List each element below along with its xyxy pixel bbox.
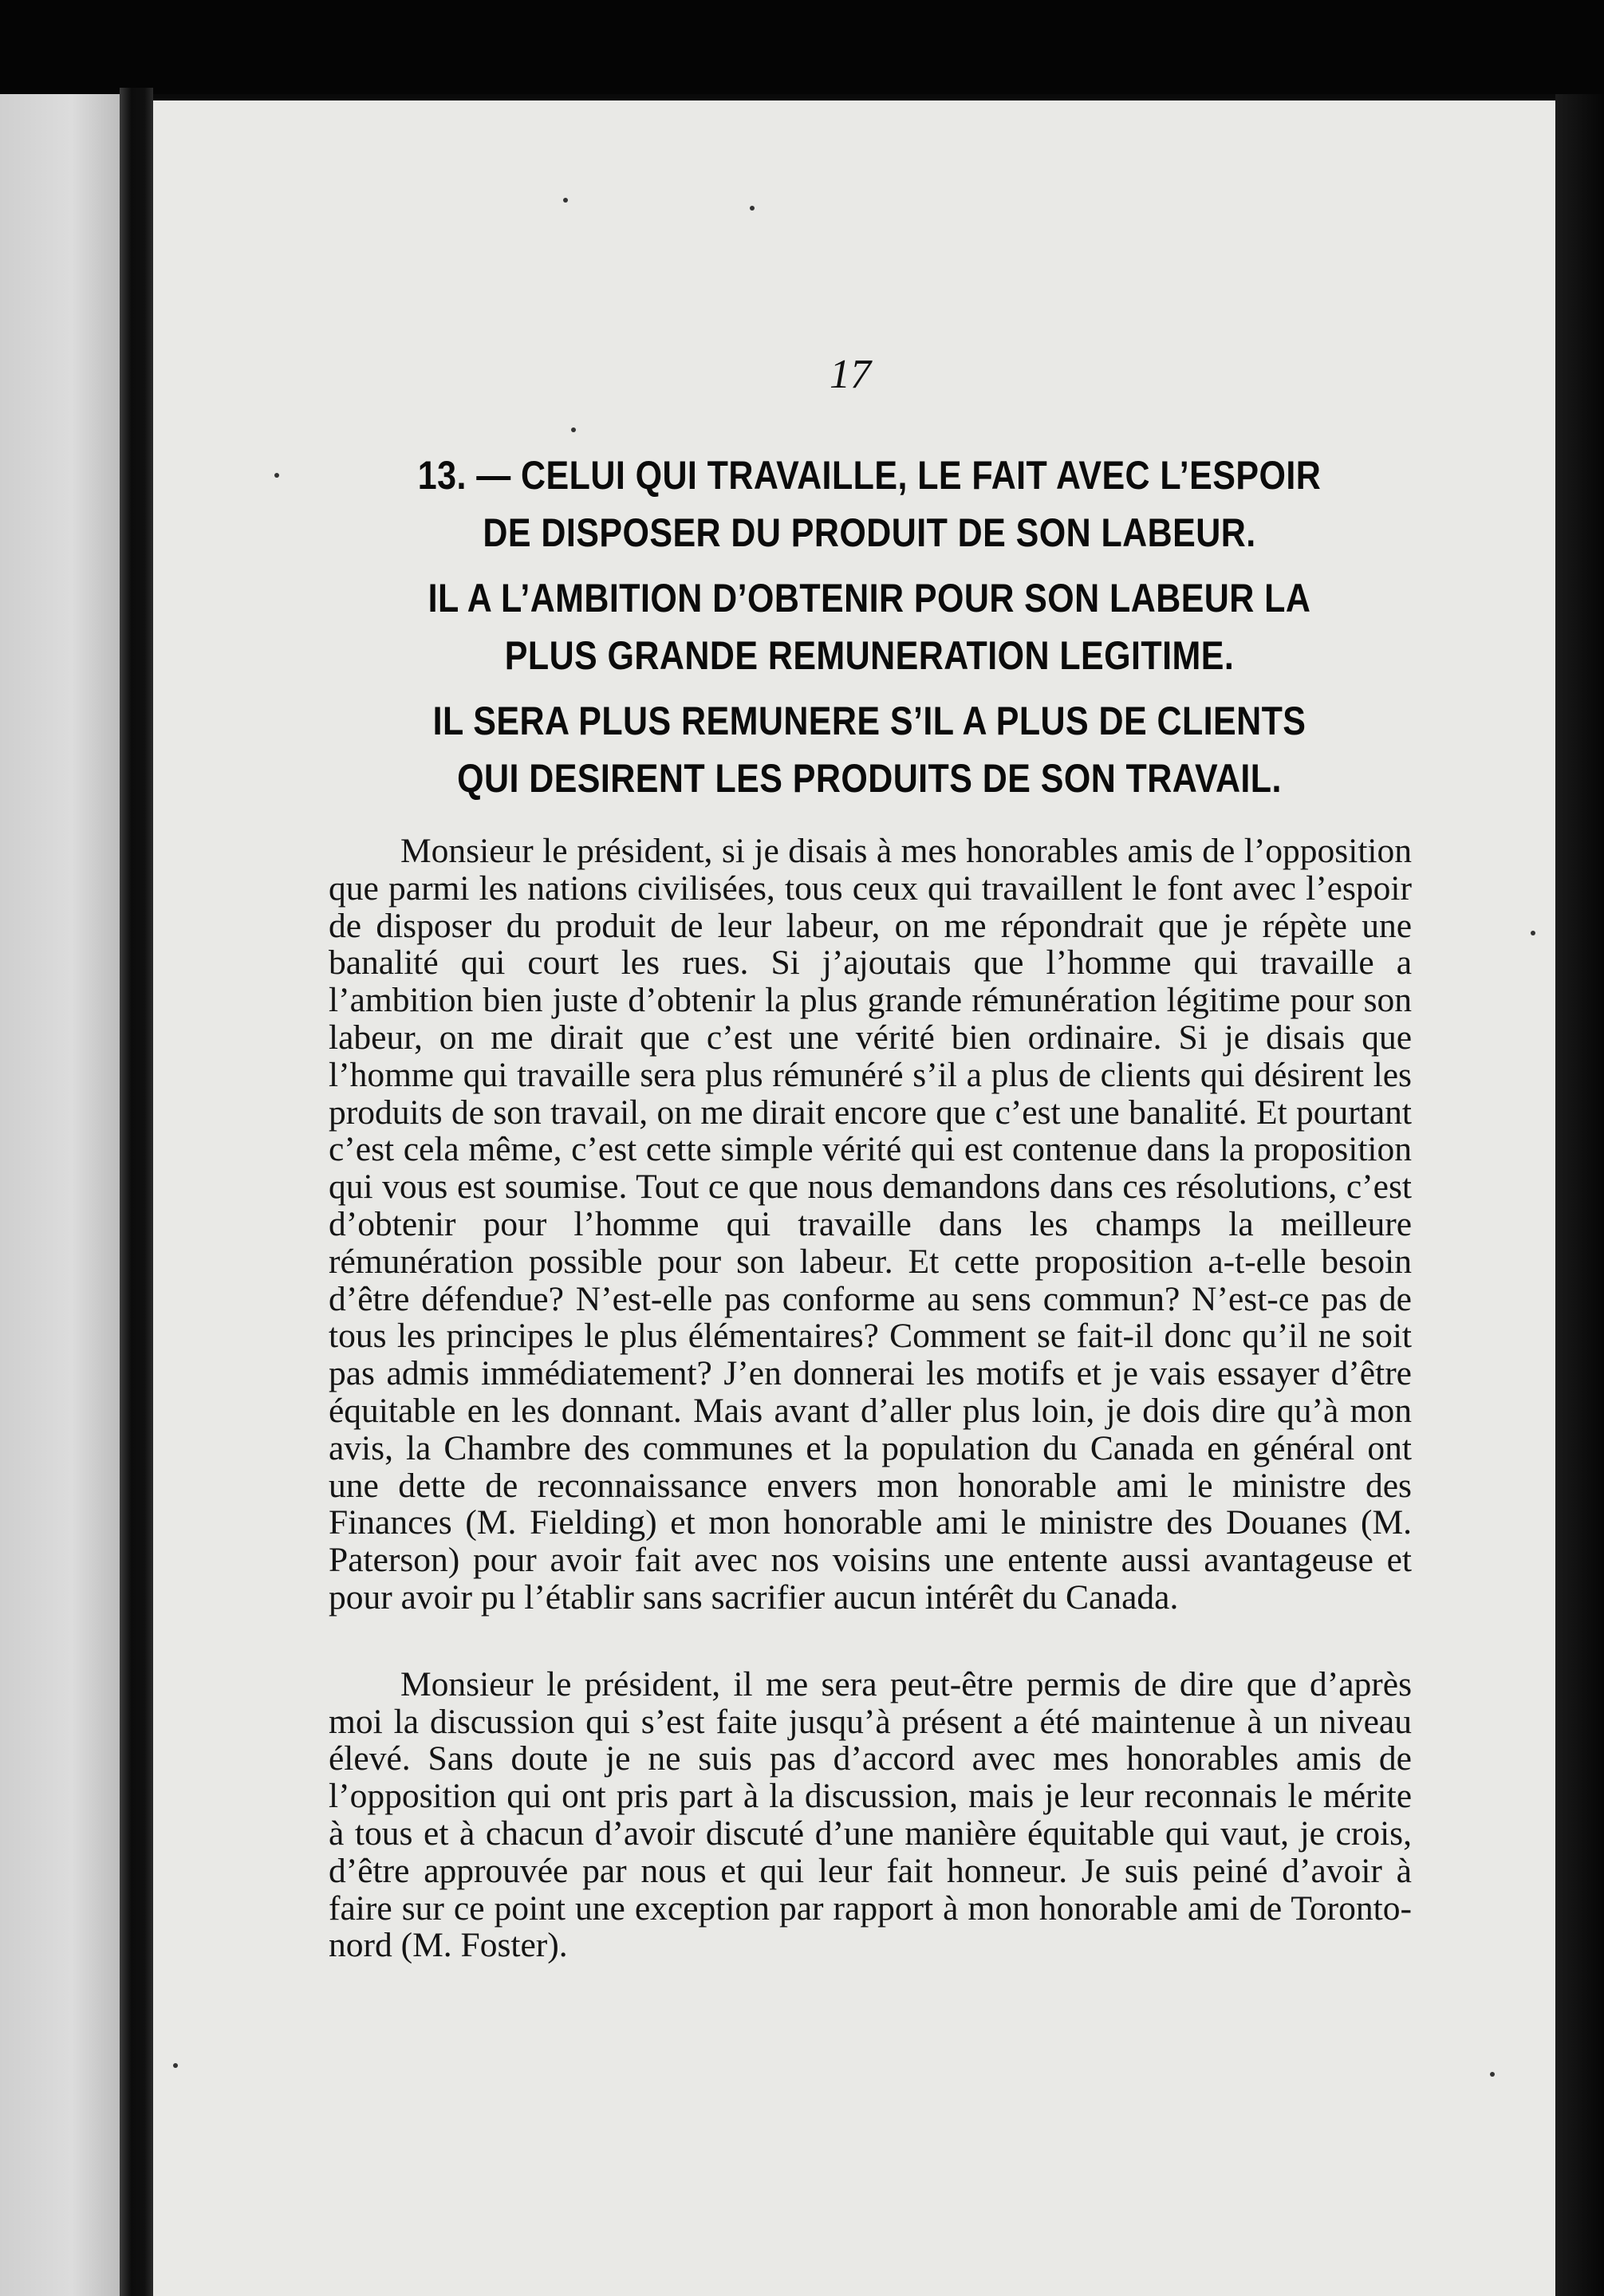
heading-1: 13. — CELUI QUI TRAVAILLE, LE FAIT AVEC L’ESPOIR DE DISPOSER DU PRODUIT DE SON LABEUR. (417, 453, 1322, 555)
body-text (329, 833, 1412, 2014)
scan-speck (1490, 2072, 1495, 2077)
section-headings (403, 447, 1336, 815)
scan-speck (1531, 931, 1535, 935)
facing-page-edge (0, 94, 120, 2296)
paragraph-2: Monsieur le président, il me sera peut-être permis de dire que d’après moi la discussion qui s’est faite jusqu’à présent a été maintenue à un niveau élevé. Sans doute je ne suis pas d’accord avec mes honorables amis de l’opposition qui ont pris part à la discussion, mais je leur reconnais le mérite à tous et à chacun d’avoir discuté d’une manière équitable qui vaut, je crois, d’être approuvée par nous et qui leur fait honneur. Je suis peiné d’avoir à faire sur ce point une exception par rapport à mon honorable ami de Toronto-nord (M. Foster). (329, 1664, 1412, 1965)
heading-2: IL A L’AMBITION D’OBTENIR POUR SON LABEUR LA PLUS GRANDE REMUNERATION LEGITIME. (428, 576, 1311, 678)
book-gutter (120, 88, 153, 2296)
paragraph-1: Monsieur le président, si je disais à mes honorables amis de l’opposition que parmi les nations civilisées, tous ceux qui travaillent le font avec l’espoir de disposer du produit de leur labeur, on me répondrait que je répète une banalité qui court les rues. Si j’ajoutais que l’homme qui travaille a l’ambition bien juste d’obtenir la plus grande rémunération légitime pour son labeur, on me dirait que c’est une vérité bien ordinaire. Si je disais que l’homme qui travaille sera plus rémunéré s’il a plus de clients qui désirent les produits de son travail, on me dirait encore que c’est une banalité. Et pourtant c’est cela même, c’est cette simple vérité qui est contenue dans la proposition qui vous est soumise. Tout ce que nous demandons dans ces résolutions, c’est d’obtenir pour l’homme qui travaille dans les champs la meilleure rémunération possible pour son labeur. Et cette proposition a-t-elle besoin d’être défendue? N’est-elle pas conforme au sens commun? N’est-ce pas de tous les principes le plus élémentaires? Comment se fait-il donc qu’il ne soit pas admis immédiatement? J’en donnerai les motifs et je vais essayer d’être équitable en les donnant. Mais avant d’aller plus loin, je dois dire qu’à mon avis, la Chambre des communes et la population du Canada en général ont une dette de reconnaissance envers mon honorable ami le ministre des Finances (M. Fielding) et mon honorable ami le ministre des Douanes (M. Paterson) pour avoir fait avec nos voisins une entente aussi avantageuse et pour avoir pu l’établir sans sacrifier aucun intérêt du Canada. (329, 832, 1412, 1617)
scan-speck (173, 2063, 178, 2068)
scan-top-border (0, 0, 1604, 94)
scan-right-border (1555, 94, 1604, 2296)
page-number: 17 (830, 352, 871, 397)
heading-3: IL SERA PLUS REMUNERE S’IL A PLUS DE CLIENTS QUI DESIRENT LES PRODUITS DE SON TRAVAIL. (432, 699, 1306, 801)
scan-speck (750, 206, 755, 211)
scan-speck (563, 198, 568, 203)
scan-speck (274, 473, 279, 478)
scan-speck (571, 427, 576, 432)
